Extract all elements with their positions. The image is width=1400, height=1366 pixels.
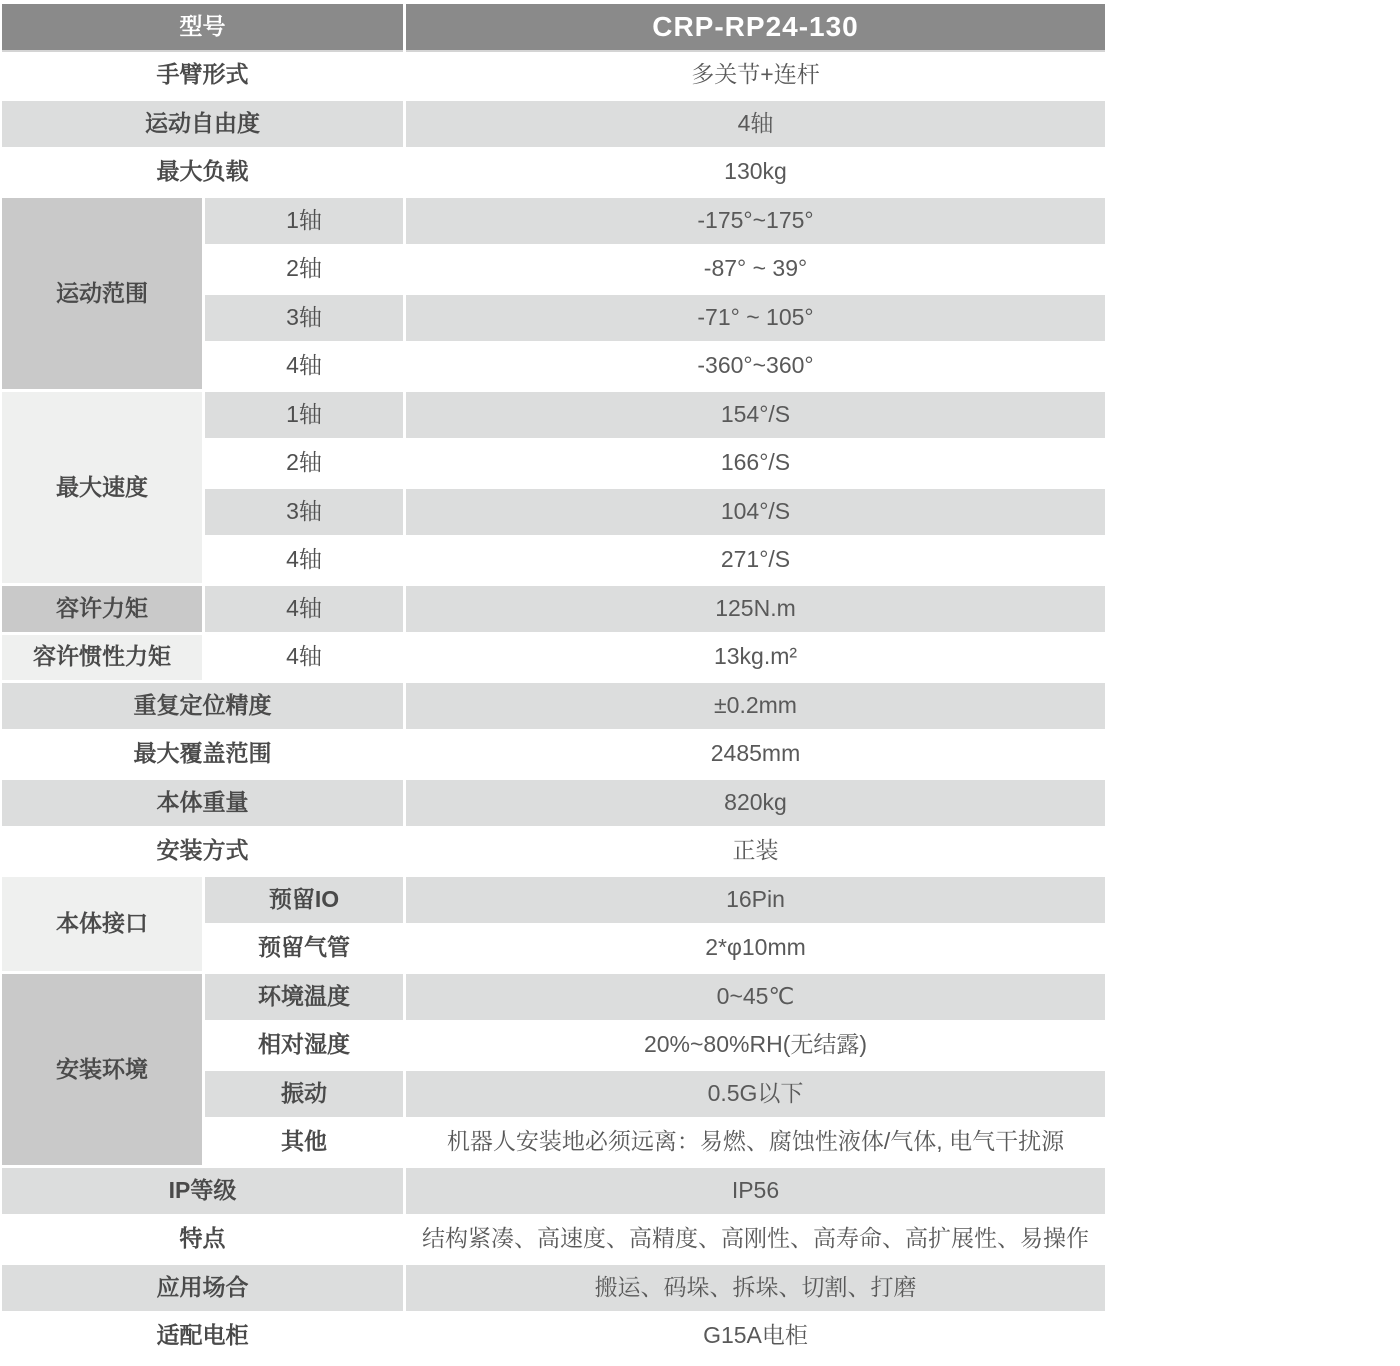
row-value: 0.5G以下 (406, 1071, 1105, 1117)
group-label: 容许惯性力矩 (2, 635, 202, 681)
row-value: 2485mm (406, 732, 1105, 778)
row-sub-label: 1轴 (205, 392, 403, 438)
row-value: -175°~175° (406, 198, 1105, 244)
row-sub-label: 环境温度 (205, 974, 403, 1020)
row-sub-label: 相对湿度 (205, 1023, 403, 1069)
spec-table (2, 4, 1105, 1359)
row-label: 安装方式 (2, 829, 403, 875)
row-value: ±0.2mm (406, 683, 1105, 729)
row-sub-label: 预留气管 (205, 926, 403, 972)
row-sub-label: 4轴 (205, 586, 403, 632)
row-label: 适配电柜 (2, 1314, 403, 1360)
group-label: 容许力矩 (2, 586, 202, 632)
row-value: 125N.m (406, 586, 1105, 632)
row-value: 154°/S (406, 392, 1105, 438)
row-value: 结构紧凑、高速度、高精度、高刚性、高寿命、高扩展性、易操作 (406, 1217, 1105, 1263)
row-value: 4轴 (406, 101, 1105, 147)
row-label: 重复定位精度 (2, 683, 403, 729)
row-sub-label: 4轴 (205, 538, 403, 584)
row-value: IP56 (406, 1168, 1105, 1214)
row-label: IP等级 (2, 1168, 403, 1214)
row-value: 正装 (406, 829, 1105, 875)
row-value: 20%~80%RH(无结露) (406, 1023, 1105, 1069)
row-sub-label: 4轴 (205, 635, 403, 681)
row-value: 2*φ10mm (406, 926, 1105, 972)
row-label: 最大负载 (2, 150, 403, 196)
row-sub-label: 3轴 (205, 489, 403, 535)
row-value: -87° ~ 39° (406, 247, 1105, 293)
group-label: 本体接口 (2, 877, 202, 971)
row-value: 多关节+连杆 (406, 53, 1105, 99)
row-sub-label: 2轴 (205, 247, 403, 293)
row-label: 本体重量 (2, 780, 403, 826)
row-value: -71° ~ 105° (406, 295, 1105, 341)
row-sub-label: 振动 (205, 1071, 403, 1117)
row-sub-label: 预留IO (205, 877, 403, 923)
row-value: G15A电柜 (406, 1314, 1105, 1360)
row-label: 特点 (2, 1217, 403, 1263)
group-label: 运动范围 (2, 198, 202, 389)
row-sub-label: 3轴 (205, 295, 403, 341)
row-value: -360°~360° (406, 344, 1105, 390)
model-header-label: 型号 (2, 4, 403, 50)
row-sub-label: 2轴 (205, 441, 403, 487)
row-value: 271°/S (406, 538, 1105, 584)
row-label: 最大覆盖范围 (2, 732, 403, 778)
row-label: 手臂形式 (2, 53, 403, 99)
row-value: 0~45℃ (406, 974, 1105, 1020)
row-value: 搬运、码垛、拆垛、切割、打磨 (406, 1265, 1105, 1311)
row-value: 166°/S (406, 441, 1105, 487)
row-value: 130kg (406, 150, 1105, 196)
row-label: 应用场合 (2, 1265, 403, 1311)
row-sub-label: 1轴 (205, 198, 403, 244)
model-header-value: CRP-RP24-130 (406, 4, 1105, 50)
row-value: 机器人安装地必须远离：易燃、腐蚀性液体/气体, 电气干扰源 (406, 1120, 1105, 1166)
row-label: 运动自由度 (2, 101, 403, 147)
row-value: 104°/S (406, 489, 1105, 535)
group-label: 安装环境 (2, 974, 202, 1165)
group-label: 最大速度 (2, 392, 202, 583)
row-sub-label: 其他 (205, 1120, 403, 1166)
row-value: 13kg.m² (406, 635, 1105, 681)
row-value: 820kg (406, 780, 1105, 826)
row-value: 16Pin (406, 877, 1105, 923)
row-sub-label: 4轴 (205, 344, 403, 390)
